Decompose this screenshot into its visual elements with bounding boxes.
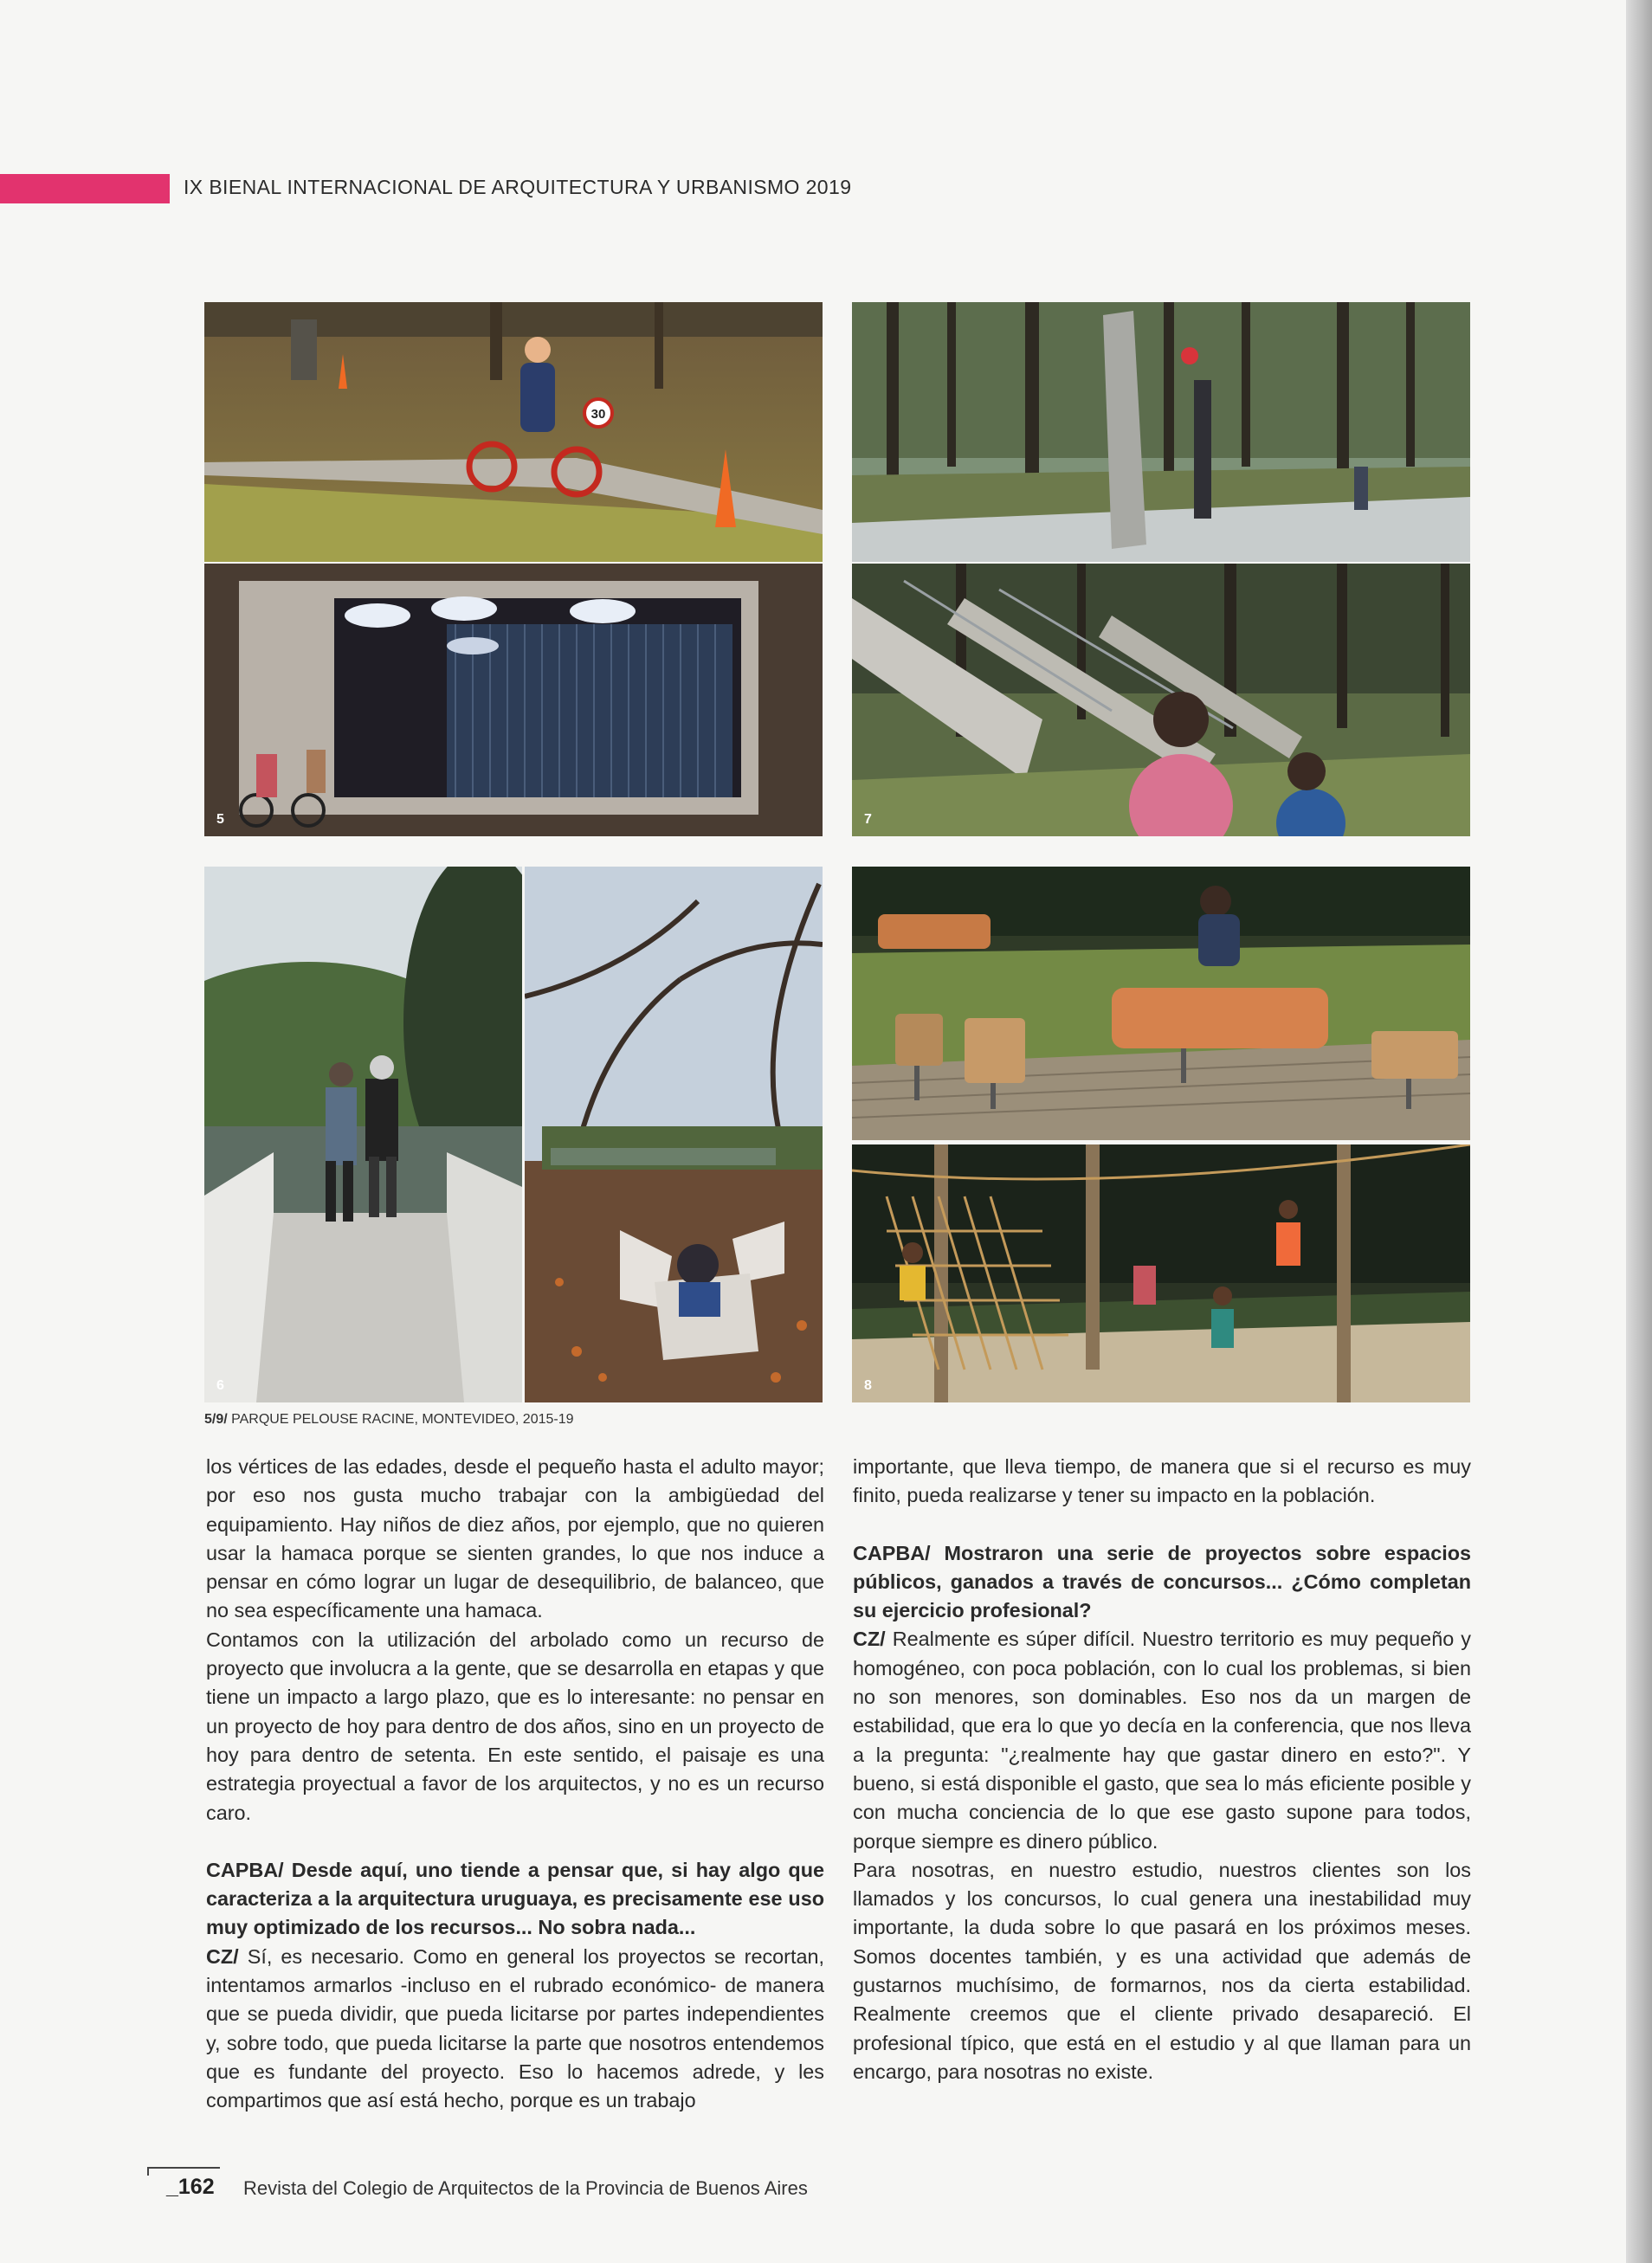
text-column-right [853,1453,1471,2086]
right-paragraph-2: Para nosotras, en nuestro estudio, nuestros clientes son los llamados y los concursos, lo cual genera una inestabilidad muy importante, la duda sobre lo que pasará en los próximos meses. Somos docentes también, y es una actividad que además de gustarnos muchísimo, de formarnos, nos da cierta estabilidad. Realmente creemos que el cliente privado desapareció. El profesional típico, que está en el estudio y al que llaman para un encargo, para nosotras no existe. [853,1858,1471,2083]
photo-rope-climbing [852,1144,1470,1402]
right-paragraph-1: importante, que lleva tiempo, de manera que si el recurso es muy finito, pueda realizarse y tener su impacto en la población. [853,1455,1471,1507]
page-spine-shadow [1626,0,1652,2263]
right-answer-text: Realmente es súper difícil. Nuestro territorio es muy pequeño y homogéneo, con poca población, con lo cual los problemas, si bien no son menores, son dominables. Eso nos da un margen de estabilidad, que era lo que yo decía en la conferencia, que nos lleva a la pregunta: "¿realmente hay que gastar dinero en esto?". Y bueno, si está disponible el gasto, que sea lo más eficiente posible y con mucha conciencia de lo que ese gasto supone para todos, porque siempre es dinero público. [853,1628,1471,1853]
right-answer-1 [853,1625,1471,1855]
photo-wooden-animals [852,867,1470,1140]
footer-rule [147,2167,220,2169]
photo-concrete-pavilion [204,564,823,836]
left-paragraph-1: los vértices de las edades, desde el pequeño hasta el adulto mayor; por eso nos gusta mucho trabajar con la ambigüedad del equipamiento. Hay niños de diez años, por ejemplo, que no quieren usar la hamaca porque se sienten grandes, lo que nos induce a pensar en cómo lograr un lugar de desequilibrio, de balanceo, que no sea específicamente una hamaca. [206,1455,824,1622]
figure-number-7: 7 [864,812,872,827]
header-accent-bar [0,174,170,203]
figure-number-5: 5 [216,812,224,827]
page-number: _162 [166,2175,215,2199]
right-answer-tag: CZ/ [853,1628,886,1651]
photo-slides [852,564,1470,836]
text-column-left [206,1453,824,2116]
photo-concrete-totem [852,302,1470,562]
left-answer-tag: CZ/ [206,1944,239,1968]
figure-caption [204,1412,574,1428]
photo-lake-pier [204,867,522,1402]
running-title: IX BIENAL INTERNACIONAL DE ARQUITECTURA Y URBANISMO 2019 [184,176,852,198]
photo-tree-seats [525,867,823,1402]
right-question-1: CAPBA/ Mostraron una serie de proyectos sobre espacios públicos, ganados a través de concursos... ¿Cómo completan su ejercicio profesional? [853,1541,1471,1622]
left-question-1: CAPBA/ Desde aquí, uno tiende a pensar que, si hay algo que caracteriza a la arquitectura uruguaya, es precisamente ese uso muy optimizado de los recursos... No sobra nada... [206,1858,824,1939]
caption-text: PARQUE PELOUSE RACINE, MONTEVIDEO, 2015-19 [227,1412,574,1427]
speed-sign-label: 30 [590,407,606,422]
publication-name: Revista del Colegio de Arquitectos de la Provincia de Buenos Aires [243,2177,808,2199]
left-answer-text: Sí, es necesario. Como en general los proyectos se recortan, intentamos armarlos -incluso en el rubrado económico- de manera que se pueda dividir, que pueda licitarse por partes independientes y, sobre todo, que pueda licitarse la parte que nosotros entendemos que es fundante del proyecto. Eso lo hacemos adrede, y les compartimos que así está hecho, porque es un trabajo [206,1944,824,2112]
left-answer-1 [206,1943,824,2116]
photo-bike-path [204,302,823,562]
figure-number-6: 6 [216,1378,224,1393]
caption-ref: 5/9/ [204,1412,228,1427]
figure-number-8: 8 [864,1378,872,1393]
left-paragraph-2: Contamos con la utilización del arbolado como un recurso de proyecto que involucra a la gente, que se desarrolla en etapas y que tiene un impacto a largo plazo, que es lo interesante: no pensar en un proyecto de hoy para dentro de dos años, sino en un proyecto de hoy para dentro de setenta. En este sentido, el paisaje es una estrategia proyectual a favor de los arquitectos, y no es un recurso caro. [206,1628,824,1824]
